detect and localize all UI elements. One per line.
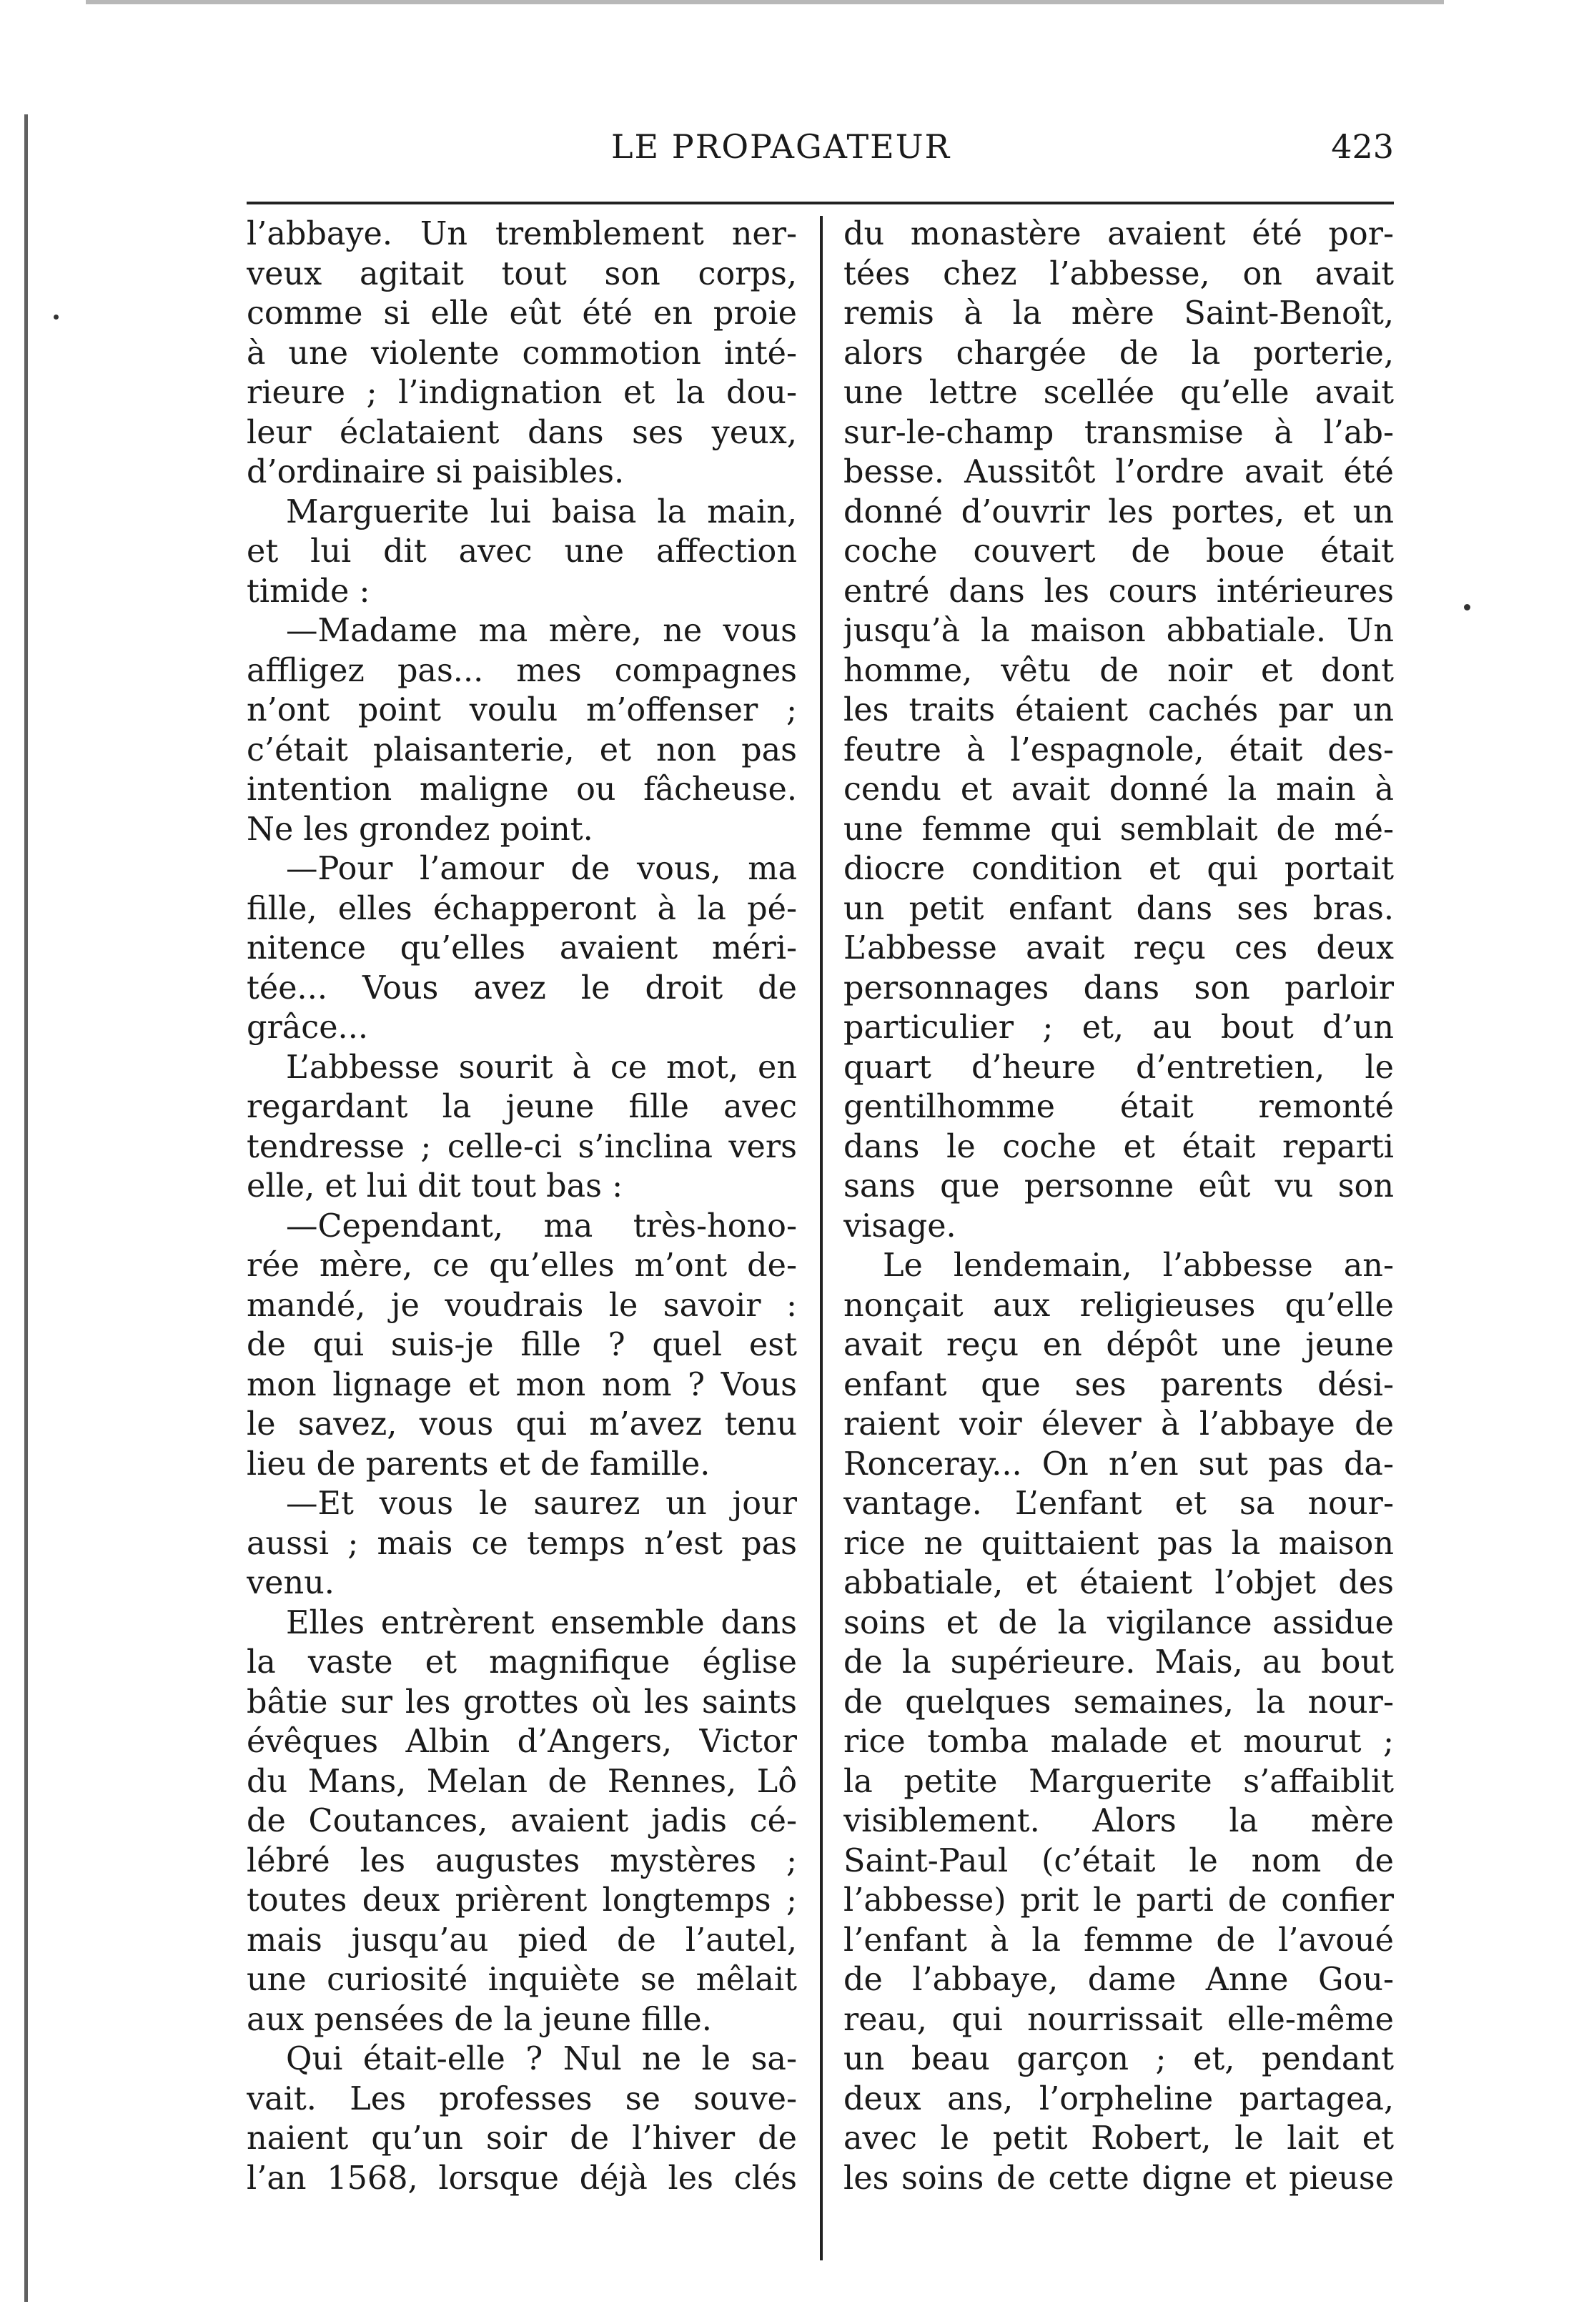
text-line: dans le coche et était reparti — [843, 1128, 1394, 1165]
text-line: rice ne quittaient pas la maison — [843, 1525, 1394, 1562]
text-line: comme si elle eût été en proie — [247, 295, 797, 332]
text-line: fille, elles échapperont à la pé- — [247, 890, 797, 927]
text-line: Elles entrèrent ensemble dans — [286, 1604, 797, 1641]
text-line: du monastère avaient été por- — [843, 216, 1394, 252]
header-rule — [247, 202, 1394, 204]
text-line: coche couvert de boue était — [843, 533, 1394, 570]
text-line: feutre à l’espagnole, était des- — [843, 731, 1394, 768]
text-line: tendresse ; celle-ci s’inclina vers — [247, 1128, 797, 1165]
text-line: besse. Aussitôt l’ordre avait été — [843, 454, 1394, 490]
scan-top-edge — [86, 0, 1444, 4]
text-line: —Cependant, ma très-hono- — [286, 1207, 797, 1245]
text-line: visage. — [843, 1207, 956, 1245]
text-line: enfant que ses parents dési- — [843, 1366, 1394, 1403]
text-line: deux ans, l’orpheline partagea, — [843, 2080, 1394, 2117]
text-line: —Et vous le saurez un jour — [286, 1485, 797, 1522]
text-line: les traits étaient cachés par un — [843, 692, 1394, 728]
running-title: LE PROPAGATEUR — [611, 127, 951, 166]
text-line: particulier ; et, au bout d’un — [843, 1009, 1394, 1046]
text-line: un beau garçon ; et, pendant — [843, 2041, 1394, 2077]
text-line: et lui dit avec une affection — [247, 533, 797, 570]
text-line: L’abbesse sourit à ce mot, en — [286, 1049, 797, 1086]
text-line: d’ordinaire si paisibles. — [247, 454, 625, 490]
text-line: une curiosité inquiète se mêlait — [247, 1962, 797, 1998]
text-line: l’abbaye. Un tremblement ner- — [247, 216, 797, 252]
page-header — [247, 127, 1394, 177]
text-column-left — [247, 214, 797, 2198]
text-line: quart d’heure d’entretien, le — [843, 1049, 1394, 1086]
text-line: —Pour l’amour de vous, ma — [286, 851, 797, 887]
text-line: reau, qui nourrissait elle-même — [843, 2001, 1394, 2038]
text-line: leur éclataient dans ses yeux, — [247, 414, 797, 451]
text-line: Ne les grondez point. — [247, 811, 593, 848]
text-line: vait. Les professes se souve- — [247, 2080, 797, 2117]
text-line: avec le petit Robert, le lait et — [843, 2120, 1394, 2157]
text-line: la petite Marguerite s’affaiblit — [843, 1763, 1394, 1800]
text-line: n’ont point voulu m’offenser ; — [247, 692, 797, 728]
text-line: vantage. L’enfant et sa nour- — [843, 1485, 1394, 1522]
text-line: de l’abbaye, dame Anne Gou- — [843, 1962, 1394, 1998]
text-line: naient qu’un soir de l’hiver de — [247, 2120, 797, 2157]
text-line: cendu et avait donné la main à — [843, 771, 1394, 808]
text-line: Marguerite lui baisa la main, — [286, 493, 797, 530]
text-line: toutes deux prièrent longtemps ; — [247, 1882, 797, 1919]
text-line: veux agitait tout son corps, — [247, 255, 797, 292]
text-line: aussi ; mais ce temps n’est pas — [247, 1525, 797, 1562]
text-line: alors chargée de la porterie, — [843, 335, 1394, 372]
text-line: de quelques semaines, la nour- — [843, 1683, 1394, 1721]
text-line: mandé, je voudrais le savoir : — [247, 1287, 797, 1324]
text-line: rée mère, ce qu’elles m’ont de- — [247, 1247, 797, 1284]
text-line: du Mans, Melan de Rennes, Lô — [247, 1763, 797, 1800]
text-line: Saint-Paul (c’était le nom de — [843, 1842, 1394, 1879]
text-line: abbatiale, et étaient l’objet des — [843, 1565, 1394, 1601]
text-line: lieu de parents et de famille. — [247, 1445, 711, 1483]
text-line: sur-le-champ transmise à l’ab- — [843, 414, 1394, 451]
text-line: diocre condition et qui portait — [843, 851, 1394, 887]
text-line: Qui était-elle ? Nul ne le sa- — [286, 2041, 797, 2077]
text-line: soins et de la vigilance assidue — [843, 1604, 1394, 1641]
text-line: le savez, vous qui m’avez tenu — [247, 1406, 797, 1443]
text-line: bâtie sur les grottes où les saints — [247, 1683, 797, 1721]
text-line: grâce... — [247, 1009, 368, 1046]
column-divider — [820, 216, 823, 2260]
text-line: de la supérieure. Mais, au bout — [843, 1644, 1394, 1681]
text-line: sans que personne eût vu son — [843, 1168, 1394, 1205]
text-line: regardant la jeune fille avec — [247, 1089, 797, 1125]
text-line: avait reçu en dépôt une jeune — [843, 1327, 1394, 1363]
text-line: de Coutances, avaient jadis cé- — [247, 1803, 797, 1839]
text-line: la vaste et magnifique église — [247, 1644, 797, 1681]
text-line: donné d’ouvrir les portes, et un — [843, 493, 1394, 530]
text-line: à une violente commotion inté- — [247, 335, 797, 372]
text-line: un petit enfant dans ses bras. — [843, 890, 1394, 927]
text-line: elle, et lui dit tout bas : — [247, 1168, 623, 1205]
text-line: aux pensées de la jeune fille. — [247, 2001, 712, 2038]
text-line: évêques Albin d’Angers, Victor — [247, 1724, 797, 1760]
text-line: les soins de cette digne et pieuse — [843, 2160, 1394, 2197]
text-line: tées chez l’abbesse, on avait — [843, 255, 1394, 292]
text-line: l’an 1568, lorsque déjà les clés — [247, 2160, 797, 2197]
text-line: rieure ; l’indignation et la dou- — [247, 375, 797, 411]
text-line: visiblement. Alors la mère — [843, 1803, 1394, 1839]
text-line: lébré les augustes mystères ; — [247, 1842, 797, 1879]
text-line: L’abbesse avait reçu ces deux — [843, 930, 1394, 966]
text-line: l’abbesse) prit le parti de confier — [843, 1882, 1394, 1919]
scan-binding-edge — [24, 114, 28, 2302]
text-line: l’enfant à la femme de l’avoué — [843, 1922, 1394, 1959]
scan-speck — [1464, 604, 1470, 610]
text-line: c’était plaisanterie, et non pas — [247, 731, 797, 768]
scan-speck — [54, 315, 59, 320]
text-line: mais jusqu’au pied de l’autel, — [247, 1922, 797, 1959]
text-line: nitence qu’elles avaient méri- — [247, 930, 797, 966]
text-line: entré dans les cours intérieures — [843, 573, 1394, 610]
text-line: —Madame ma mère, ne vous — [286, 613, 797, 649]
text-line: une lettre scellée qu’elle avait — [843, 375, 1394, 411]
text-line: une femme qui semblait de mé- — [843, 811, 1394, 848]
text-line: homme, vêtu de noir et dont — [843, 652, 1394, 689]
text-line: mon lignage et mon nom ? Vous — [247, 1366, 797, 1403]
text-line: affligez pas... mes compagnes — [247, 652, 797, 689]
text-line: personnages dans son parloir — [843, 969, 1394, 1007]
text-column-right — [843, 214, 1394, 2198]
text-line: Ronceray... On n’en sut pas da- — [843, 1445, 1394, 1483]
text-line: nonçait aux religieuses qu’elle — [843, 1287, 1394, 1324]
text-line: remis à la mère Saint-Benoît, — [843, 295, 1394, 332]
text-line: timide : — [247, 573, 370, 610]
text-line: rice tomba malade et mourut ; — [843, 1724, 1394, 1760]
text-line: de qui suis-je fille ? quel est — [247, 1327, 797, 1363]
page-number: 423 — [1331, 127, 1394, 166]
text-line: Le lendemain, l’abbesse an- — [883, 1247, 1394, 1284]
text-line: gentilhomme était remonté — [843, 1089, 1394, 1125]
text-line: venu. — [247, 1565, 335, 1601]
text-line: jusqu’à la maison abbatiale. Un — [843, 613, 1394, 649]
text-line: tée... Vous avez le droit de — [247, 969, 797, 1007]
text-line: raient voir élever à l’abbaye de — [843, 1406, 1394, 1443]
text-line: intention maligne ou fâcheuse. — [247, 771, 797, 808]
